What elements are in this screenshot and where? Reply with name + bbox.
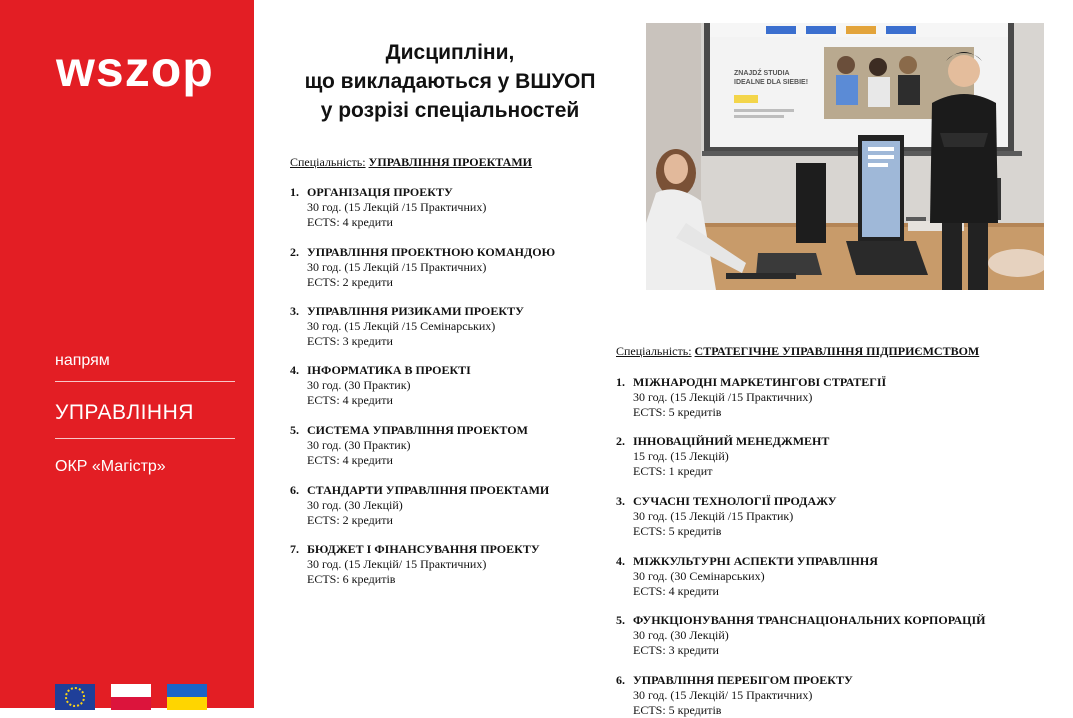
- eu-flag-icon: [55, 684, 95, 710]
- specialty-2-heading: Спеціальність: СТРАТЕГІЧНЕ УПРАВЛІННЯ ПІДПРИЄМСТВОМ: [616, 344, 980, 358]
- ukraine-flag-icon: [167, 684, 207, 710]
- flags-row: [55, 684, 207, 710]
- document-title: Дисципліни, що викладаються у ВШУОП у розрізі спеціальностей: [304, 41, 596, 122]
- course-item: 4. МІЖКУЛЬТУРНІ АСПЕКТИ УПРАВЛІННЯ 30 год. (30 Семінарських) ECTS: 4 кредити: [616, 554, 878, 598]
- degree-label: ОКР «Магістр»: [55, 458, 166, 475]
- course-item: 4. ІНФОРМАТИКА В ПРОЕКТІ 30 год. (30 Практик) ECTS: 4 кредити: [290, 363, 471, 407]
- course-item: 2. ІННОВАЦІЙНИЙ МЕНЕДЖМЕНТ 15 год. (15 Лекцій) ECTS: 1 кредит: [616, 434, 830, 478]
- divider: [55, 381, 235, 382]
- course-item: 2. УПРАВЛІННЯ ПРОЕКТНОЮ КОМАНДОЮ 30 год. (15 Лекцій /15 Практичних) ECTS: 2 кредити: [290, 245, 556, 289]
- course-item: 1. МІЖНАРОДНІ МАРКЕТИНГОВІ СТРАТЕГІЇ 30 год. (15 Лекцій /15 Практичних) ECTS: 5 кредитів: [616, 375, 887, 419]
- specialty-1-heading: Спеціальність: УПРАВЛІННЯ ПРОЕКТАМИ: [290, 155, 533, 169]
- direction-name: УПРАВЛІННЯ: [55, 401, 194, 424]
- classroom-photo: [646, 23, 1044, 290]
- course-item: 5. СИСТЕМА УПРАВЛІННЯ ПРОЕКТОМ 30 год. (30 Практик) ECTS: 4 кредити: [290, 423, 528, 467]
- course-item: 7. БЮДЖЕТ І ФІНАНСУВАННЯ ПРОЕКТУ 30 год. (15 Лекцій/ 15 Практичних) ECTS: 6 кредитів: [290, 542, 540, 586]
- direction-label: напрям: [55, 352, 110, 369]
- course-item: 3. УПРАВЛІННЯ РИЗИКАМИ ПРОЕКТУ 30 год. (15 Лекцій /15 Семінарських) ECTS: 3 кредити: [290, 304, 524, 348]
- wszop-logo: wszop: [56, 41, 214, 97]
- poland-flag-icon: [111, 684, 151, 710]
- course-item: 6. УПРАВЛІННЯ ПЕРЕБІГОМ ПРОЕКТУ 30 год. (15 Лекцій/ 15 Практичних) ECTS: 5 кредитів: [616, 673, 853, 717]
- course-item: 3. СУЧАСНІ ТЕХНОЛОГІЇ ПРОДАЖУ 30 год. (15 Лекцій /15 Практик) ECTS: 5 кредитів: [616, 494, 837, 538]
- divider: [55, 438, 235, 439]
- course-item: 1. ОРГАНІЗАЦІЯ ПРОЕКТУ 30 год. (15 Лекцій /15 Практичних) ECTS: 4 кредити: [290, 185, 487, 229]
- course-item: 6. СТАНДАРТИ УПРАВЛІННЯ ПРОЕКТАМИ 30 год. (30 Лекцій) ECTS: 2 кредити: [290, 483, 550, 527]
- screen-text-line2: IDEALNE DLA SIEBIE!: [734, 79, 809, 86]
- classroom-photo-illustration: [646, 23, 1044, 290]
- course-item: 5. ФУНКЦІОНУВАННЯ ТРАНСНАЦІОНАЛЬНИХ КОРПОРАЦІЙ 30 год. (30 Лекцій) ECTS: 3 кредити: [616, 613, 986, 657]
- red-sidebar: [0, 0, 254, 708]
- screen-text-line1: ZNAJDŹ STUDIA: [734, 70, 790, 77]
